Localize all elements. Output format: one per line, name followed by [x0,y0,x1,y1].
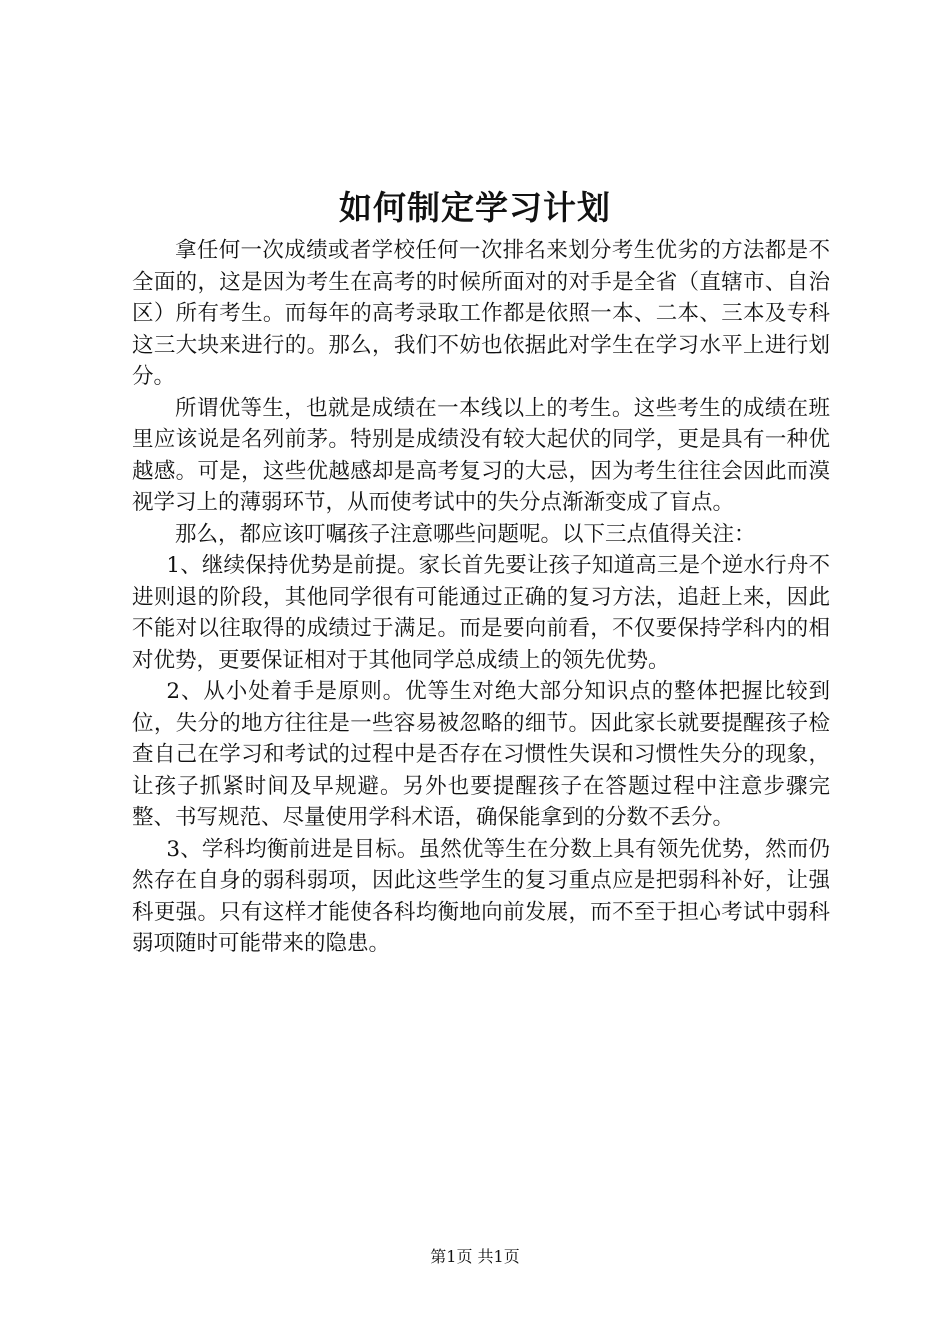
document-title: 如何制定学习计划 [339,188,611,227]
document-body [132,235,830,960]
paragraph-point-2: 2、从小处着手是原则。优等生对绝大部分知识点的整体把握比较到位，失分的地方往往是一些容易被忽略的细节。因此家长就要提醒孩子检查自己在学习和考试的过程中是否存在习惯性失误和习惯性失分的现象，让孩子抓紧时间及早规避。另外也要提醒孩子在答题过程中注意步骤完整、书写规范、尽量使用学科术语，确保能拿到的分数不丢分。 [132,679,830,830]
paragraph-point-3: 3、学科均衡前进是目标。虽然优等生在分数上具有领先优势，然而仍然存在自身的弱科弱项，因此这些学生的复习重点应是把弱科补好，让强科更强。只有这样才能使各科均衡地向前发展，而不至于担心考试中弱科弱项随时可能带来的隐患。 [132,836,830,956]
paragraph-intro: 拿任何一次成绩或者学校任何一次排名来划分考生优劣的方法都是不全面的，这是因为考生在高考的时候所面对的对手是全省（直辖市、自治区）所有考生。而每年的高考录取工作都是依照一本、二本、三本及专科这三大块来进行的。那么，我们不妨也依据此对学生在学习水平上进行划分。 [132,238,830,389]
paragraph-attention-points: 那么，都应该叮嘱孩子注意哪些问题呢。以下三点值得关注： [175,521,756,547]
page-number-footer: 第1页 共1页 [430,1247,520,1266]
paragraph-point-1: 1、继续保持优势是前提。家长首先要让孩子知道高三是个逆水行舟不进则退的阶段，其他同学很有可能通过正确的复习方法，追赶上来，因此不能对以往取得的成绩过于满足。而是要向前看，不仅要保持学科内的相对优势，更要保证相对于其他同学总成绩上的领先优势。 [132,553,830,673]
paragraph-top-students: 所谓优等生，也就是成绩在一本线以上的考生。这些考生的成绩在班里应该说是名列前茅。特别是成绩没有较大起伏的同学，更是具有一种优越感。可是，这些优越感却是高考复习的大忌，因为考生往往会因此而漠视学习上的薄弱环节，从而使考试中的失分点渐渐变成了盲点。 [132,395,830,515]
